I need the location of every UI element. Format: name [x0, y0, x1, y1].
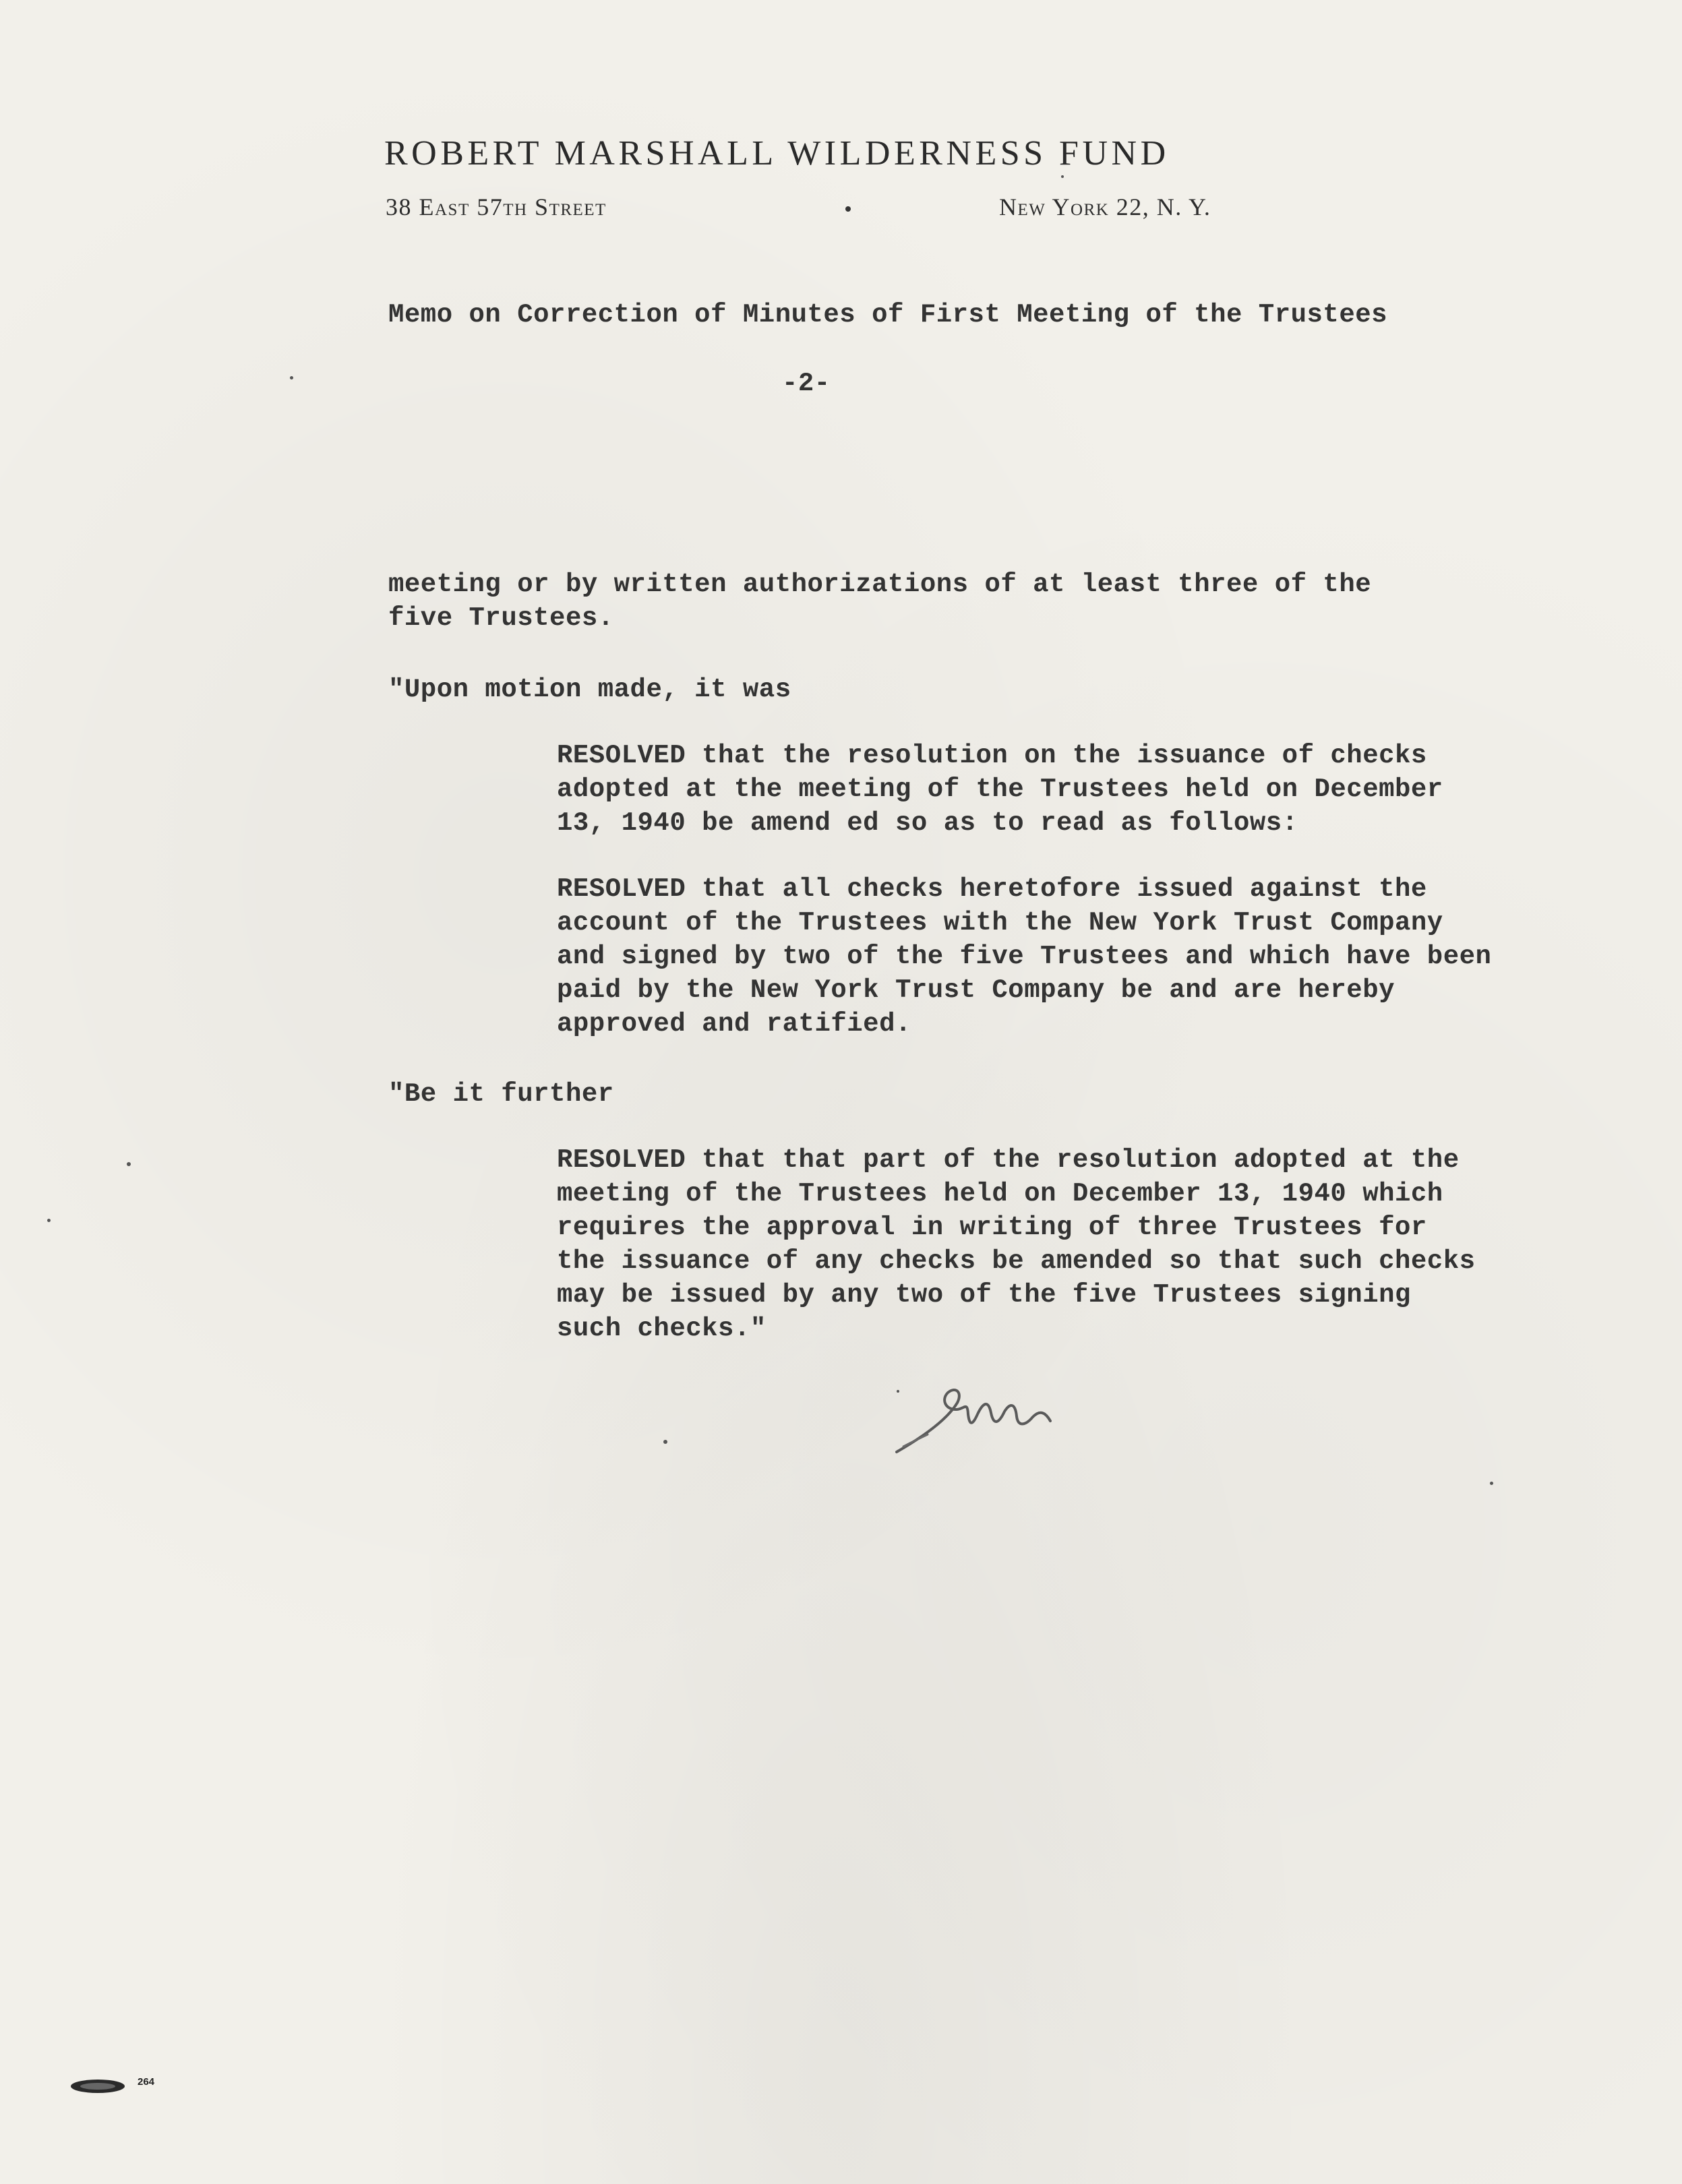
resolution-line: meeting of the Trustees held on December 13, 1940 which	[557, 1179, 1443, 1209]
page-number: -2-	[782, 369, 831, 398]
letterhead-street: 38 East 57th Street	[386, 193, 607, 220]
resolution-line: RESOLVED that the resolution on the issuance of checks	[557, 741, 1427, 770]
memo-title: Memo on Correction of Minutes of First Meeting of the Trustees	[388, 300, 1388, 330]
letterhead-org-name: ROBERT MARSHALL WILDERNESS FUND	[384, 134, 1170, 173]
continuation-line: meeting or by written authorizations of at least three of the	[388, 570, 1372, 599]
resolution-line: RESOLVED that that part of the resolution adopted at the	[557, 1145, 1460, 1175]
paper-speck	[1061, 175, 1064, 178]
further-intro: "Be it further	[388, 1079, 614, 1109]
continuation-line: five Trustees.	[388, 603, 614, 633]
resolution-line: adopted at the meeting of the Trustees held on December	[557, 775, 1443, 804]
paper-speck	[290, 376, 293, 380]
union-label-number: 264	[138, 2076, 155, 2088]
letterhead-city: New York 22, N. Y.	[999, 193, 1211, 220]
resolution-line: may be issued by any two of the five Trustees signing	[557, 1280, 1411, 1310]
resolution-line: approved and ratified.	[557, 1009, 911, 1039]
paper-speck	[47, 1219, 51, 1222]
paper-speck	[897, 1390, 899, 1393]
letterhead-separator-dot	[845, 206, 851, 212]
resolution-3	[557, 1143, 1476, 1345]
motion-intro: "Upon motion made, it was	[388, 675, 791, 704]
resolution-line: 13, 1940 be amend ed so as to read as follows:	[557, 808, 1298, 838]
union-label-mark	[67, 2073, 169, 2100]
resolution-line: requires the approval in writing of three Trustees for	[557, 1213, 1427, 1242]
resolution-line: the issuance of any checks be amended so that such checks	[557, 1246, 1476, 1276]
continuation-paragraph	[388, 568, 1371, 635]
paper-speck	[663, 1440, 667, 1444]
paper-speck	[1490, 1482, 1493, 1485]
resolution-line: such checks."	[557, 1314, 767, 1343]
resolution-1	[557, 739, 1443, 840]
resolution-line: and signed by two of the five Trustees and which have been	[557, 942, 1492, 971]
resolution-line: RESOLVED that all checks heretofore issued against the	[557, 874, 1427, 904]
resolution-2	[557, 872, 1491, 1041]
paper-speck	[127, 1162, 131, 1166]
resolution-line: paid by the New York Trust Company be and are hereby	[557, 975, 1395, 1005]
handwritten-initials-signature	[883, 1372, 1072, 1460]
resolution-line: account of the Trustees with the New York Trust Company	[557, 908, 1443, 938]
